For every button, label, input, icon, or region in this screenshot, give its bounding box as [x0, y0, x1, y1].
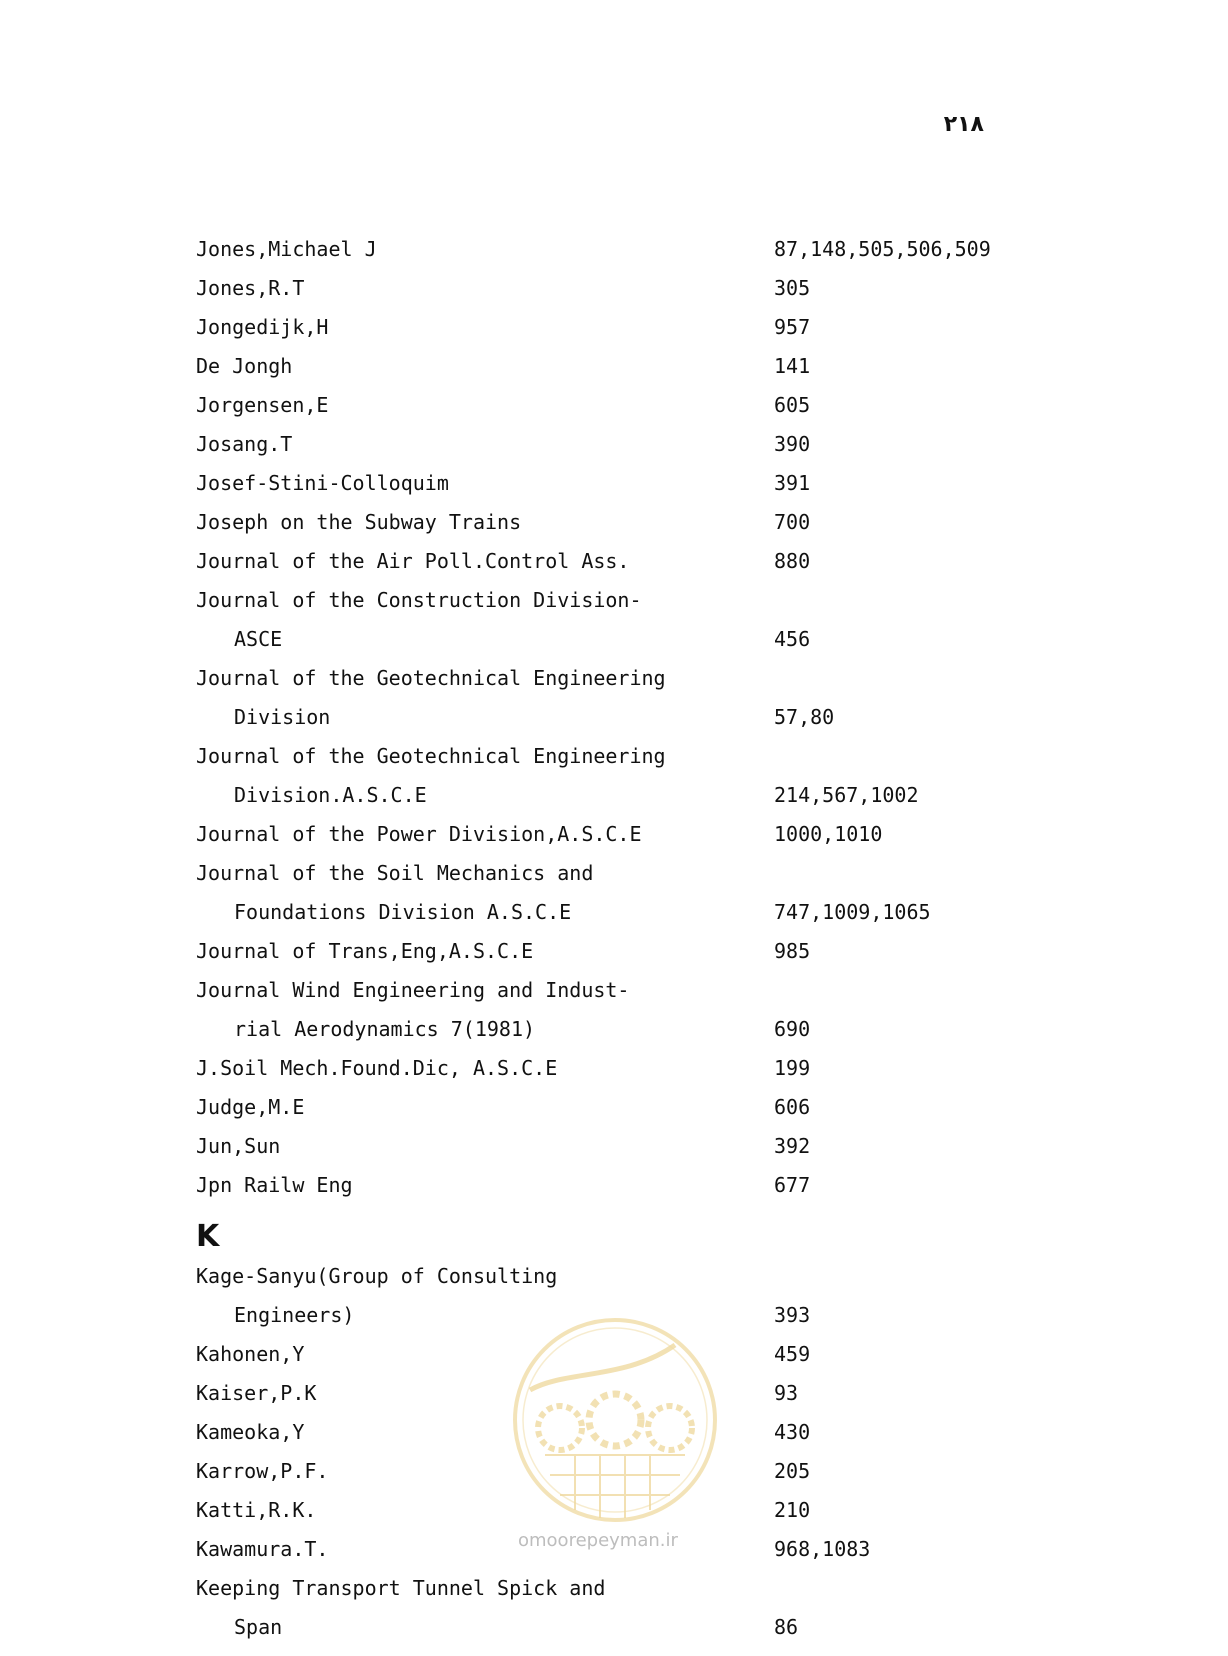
index-entry: [196, 347, 1046, 386]
index-entry: [196, 620, 1046, 659]
entry-name: Journal of Trans,Eng,A.S.C.E: [196, 939, 534, 963]
entry-name: rial Aerodynamics 7(1981): [234, 1017, 536, 1041]
entry-name: Journal of the Soil Mechanics and: [196, 861, 594, 885]
watermark-logo-icon: [505, 1310, 725, 1550]
index-entry: [196, 269, 1046, 308]
entry-name: Journal of the Power Division,A.S.C.E: [196, 822, 642, 846]
entry-name: Journal of the Geotechnical Engineering: [196, 744, 666, 768]
entry-pages: 390: [774, 432, 811, 456]
index-entry: [196, 425, 1046, 464]
entry-name: Judge,M.E: [196, 1095, 305, 1119]
index-entry: [196, 386, 1046, 425]
entry-name: Josang.T: [196, 432, 293, 456]
entry-name: Jun,Sun: [196, 1134, 281, 1158]
entry-name: J.Soil Mech.Found.Dic, A.S.C.E: [196, 1056, 558, 1080]
index-entry: [196, 1569, 1046, 1608]
entry-pages: 1000,1010: [774, 822, 883, 846]
entry-pages: 968,1083: [774, 1537, 871, 1561]
entry-pages: 747,1009,1065: [774, 900, 931, 924]
index-entry: [196, 1166, 1046, 1205]
entry-name: Kawamura.T.: [196, 1537, 329, 1561]
entry-pages: 214,567,1002: [774, 783, 919, 807]
entry-pages: 141: [774, 354, 811, 378]
entry-pages: 86: [774, 1615, 799, 1639]
entry-name: Journal of the Geotechnical Engineering: [196, 666, 666, 690]
entry-name: Jones,R.T: [196, 276, 305, 300]
entry-pages: 393: [774, 1303, 811, 1327]
entry-name: Engineers): [234, 1303, 355, 1327]
index-entry: [196, 659, 1046, 698]
entry-pages: 199: [774, 1056, 811, 1080]
entry-name: Journal Wind Engineering and Indust-: [196, 978, 630, 1002]
entry-pages: 677: [774, 1173, 811, 1197]
index-entry: [196, 893, 1046, 932]
entry-pages: 391: [774, 471, 811, 495]
entry-name: Kage-Sanyu(Group of Consulting: [196, 1264, 558, 1288]
entry-name: Kaiser,P.K: [196, 1381, 317, 1405]
index-entry: [196, 542, 1046, 581]
entry-name: De Jongh: [196, 354, 293, 378]
entry-pages: 880: [774, 549, 811, 573]
entry-pages: 392: [774, 1134, 811, 1158]
entry-name: Katti,R.K.: [196, 1498, 317, 1522]
entry-name: Jones,Michael J: [196, 237, 377, 261]
index-entry: [196, 1049, 1046, 1088]
entry-name: Joseph on the Subway Trains: [196, 510, 522, 534]
entry-name: ASCE: [234, 627, 283, 651]
index-entry: [196, 1257, 1046, 1296]
entry-pages: 985: [774, 939, 811, 963]
entry-name: Kameoka,Y: [196, 1420, 305, 1444]
index-entry: [196, 932, 1046, 971]
index-entry: [196, 815, 1046, 854]
index-entry: [196, 464, 1046, 503]
entry-name: Josef-Stini-Colloquim: [196, 471, 449, 495]
index-entry: [196, 737, 1046, 776]
entry-pages: 430: [774, 1420, 811, 1444]
index-entry: [196, 698, 1046, 737]
index-entry: [196, 1088, 1046, 1127]
index-entry: [196, 1608, 1046, 1647]
entry-pages: 305: [774, 276, 811, 300]
index-entry: [196, 854, 1046, 893]
entry-name: Division.A.S.C.E: [234, 783, 427, 807]
entry-name: Keeping Transport Tunnel Spick and: [196, 1576, 606, 1600]
entry-name: Karrow,P.F.: [196, 1459, 329, 1483]
page-number: ۲۱۸: [943, 112, 984, 137]
index-entry: [196, 1010, 1046, 1049]
entry-name: Jorgensen,E: [196, 393, 329, 417]
entry-name: Foundations Division A.S.C.E: [234, 900, 572, 924]
entry-pages: 606: [774, 1095, 811, 1119]
entry-pages: 205: [774, 1459, 811, 1483]
entry-name: Division: [234, 705, 331, 729]
entry-pages: 700: [774, 510, 811, 534]
index-entry: [196, 581, 1046, 620]
entry-pages: 456: [774, 627, 811, 651]
entry-pages: 210: [774, 1498, 811, 1522]
index-section-j: [196, 230, 1046, 1205]
index-entry: [196, 971, 1046, 1010]
entry-pages: 93: [774, 1381, 799, 1405]
entry-pages: 459: [774, 1342, 811, 1366]
entry-pages: 87,148,505,506,509: [774, 237, 991, 261]
index-entry: [196, 503, 1046, 542]
entry-name: Jongedijk,H: [196, 315, 329, 339]
entry-name: Kahonen,Y: [196, 1342, 305, 1366]
index-entry: [196, 308, 1046, 347]
index-entry: [196, 230, 1046, 269]
entry-name: Jpn Railw Eng: [196, 1173, 353, 1197]
index-entry: [196, 1127, 1046, 1166]
watermark-text: omoorepeyman.ir: [518, 1530, 678, 1551]
entry-name: Span: [234, 1615, 283, 1639]
entry-name: Journal of the Air Poll.Control Ass.: [196, 549, 630, 573]
index-entry: [196, 776, 1046, 815]
section-letter-k: K: [196, 1219, 220, 1254]
entry-pages: 605: [774, 393, 811, 417]
entry-pages: 690: [774, 1017, 811, 1041]
entry-pages: 957: [774, 315, 811, 339]
entry-pages: 57,80: [774, 705, 835, 729]
entry-name: Journal of the Construction Division-: [196, 588, 642, 612]
